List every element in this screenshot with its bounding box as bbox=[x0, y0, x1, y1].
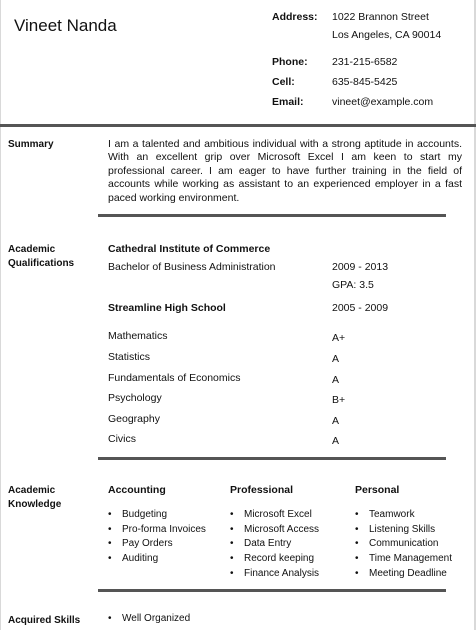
cell-label: Cell: bbox=[272, 76, 295, 88]
phone-label: Phone: bbox=[272, 56, 308, 68]
list-item: • Budgeting bbox=[108, 508, 206, 523]
subject-name: Mathematics bbox=[108, 330, 168, 342]
institution-2: Streamline High School bbox=[108, 302, 226, 314]
list-item: • Communication bbox=[355, 537, 452, 552]
institution-1: Cathedral Institute of Commerce bbox=[108, 243, 271, 255]
accounting-list bbox=[108, 508, 206, 567]
cell-value: 635-845-5425 bbox=[332, 76, 398, 88]
list-item: • Data Entry bbox=[230, 537, 319, 552]
candidate-name: Vineet Nanda bbox=[14, 16, 117, 35]
list-item: • Auditing bbox=[108, 552, 206, 567]
summary-label: Summary bbox=[8, 139, 54, 150]
subject-grade: B+ bbox=[332, 394, 346, 406]
skills-label: Acquired Skills bbox=[8, 615, 81, 626]
knowledge-label bbox=[8, 484, 61, 512]
list-item: • Record keeping bbox=[230, 552, 319, 567]
subject-grade: A bbox=[332, 415, 340, 427]
subject-name: Civics bbox=[108, 433, 136, 445]
address-line1: 1022 Brannon Street bbox=[332, 11, 429, 23]
professional-list bbox=[230, 508, 319, 581]
email-link[interactable]: vineet@example.com bbox=[332, 96, 434, 108]
degree-years: 2009 - 2013 bbox=[332, 261, 389, 273]
qualifications-label bbox=[8, 243, 74, 271]
subject-name: Geography bbox=[108, 413, 160, 425]
skills-list bbox=[108, 612, 190, 627]
list-item: • Microsoft Excel bbox=[230, 508, 319, 523]
list-item: • Well Organized bbox=[108, 612, 190, 627]
qualifications-label-line1: Academic bbox=[8, 244, 56, 255]
list-item: • Teamwork bbox=[355, 508, 452, 523]
list-item: • Finance Analysis bbox=[230, 567, 319, 582]
subject-grade: A bbox=[332, 353, 340, 365]
subject-grade: A+ bbox=[332, 332, 346, 344]
knowledge-label-line1: Academic bbox=[8, 485, 56, 496]
qualifications-label-line2: Qualifications bbox=[8, 258, 75, 269]
accounting-heading: Accounting bbox=[108, 484, 166, 496]
professional-heading: Professional bbox=[230, 484, 294, 496]
summary-divider bbox=[98, 214, 446, 217]
gpa: GPA: 3.5 bbox=[332, 279, 374, 291]
list-item: • Microsoft Access bbox=[230, 523, 319, 538]
subject-grade: A bbox=[332, 435, 340, 447]
qualifications-divider bbox=[98, 457, 446, 460]
personal-heading: Personal bbox=[355, 484, 400, 496]
subject-name: Statistics bbox=[108, 351, 151, 363]
personal-list bbox=[355, 508, 452, 581]
header-divider bbox=[0, 124, 476, 127]
degree-name: Bachelor of Business Administration bbox=[108, 261, 276, 273]
subject-name: Fundamentals of Economics bbox=[108, 372, 241, 384]
summary-text: I am a talented and ambitious individual with a strong aptitude in accounts. With an excellent grip over Microsoft Excel I am keen to start my professional career. I am eager to have further training in the field of accounts while working as assistant to an experienced employer in a fast paced working environment. bbox=[108, 138, 462, 204]
list-item: • Time Management bbox=[355, 552, 452, 567]
contact-block bbox=[0, 11, 476, 111]
address-label: Address: bbox=[272, 11, 318, 23]
subject-grade: A bbox=[332, 374, 340, 386]
list-item: • Listening Skills bbox=[355, 523, 452, 538]
list-item: • Pro-forma Invoices bbox=[108, 523, 206, 538]
email-label: Email: bbox=[272, 96, 304, 108]
school-years: 2005 - 2009 bbox=[332, 302, 389, 314]
list-item: • Pay Orders bbox=[108, 537, 206, 552]
phone-value: 231-215-6582 bbox=[332, 56, 398, 68]
list-item: • Meeting Deadline bbox=[355, 567, 452, 582]
subject-name: Psychology bbox=[108, 392, 162, 404]
address-line2: Los Angeles, CA 90014 bbox=[332, 29, 442, 41]
knowledge-label-line2: Knowledge bbox=[8, 499, 62, 510]
knowledge-divider bbox=[98, 589, 446, 592]
